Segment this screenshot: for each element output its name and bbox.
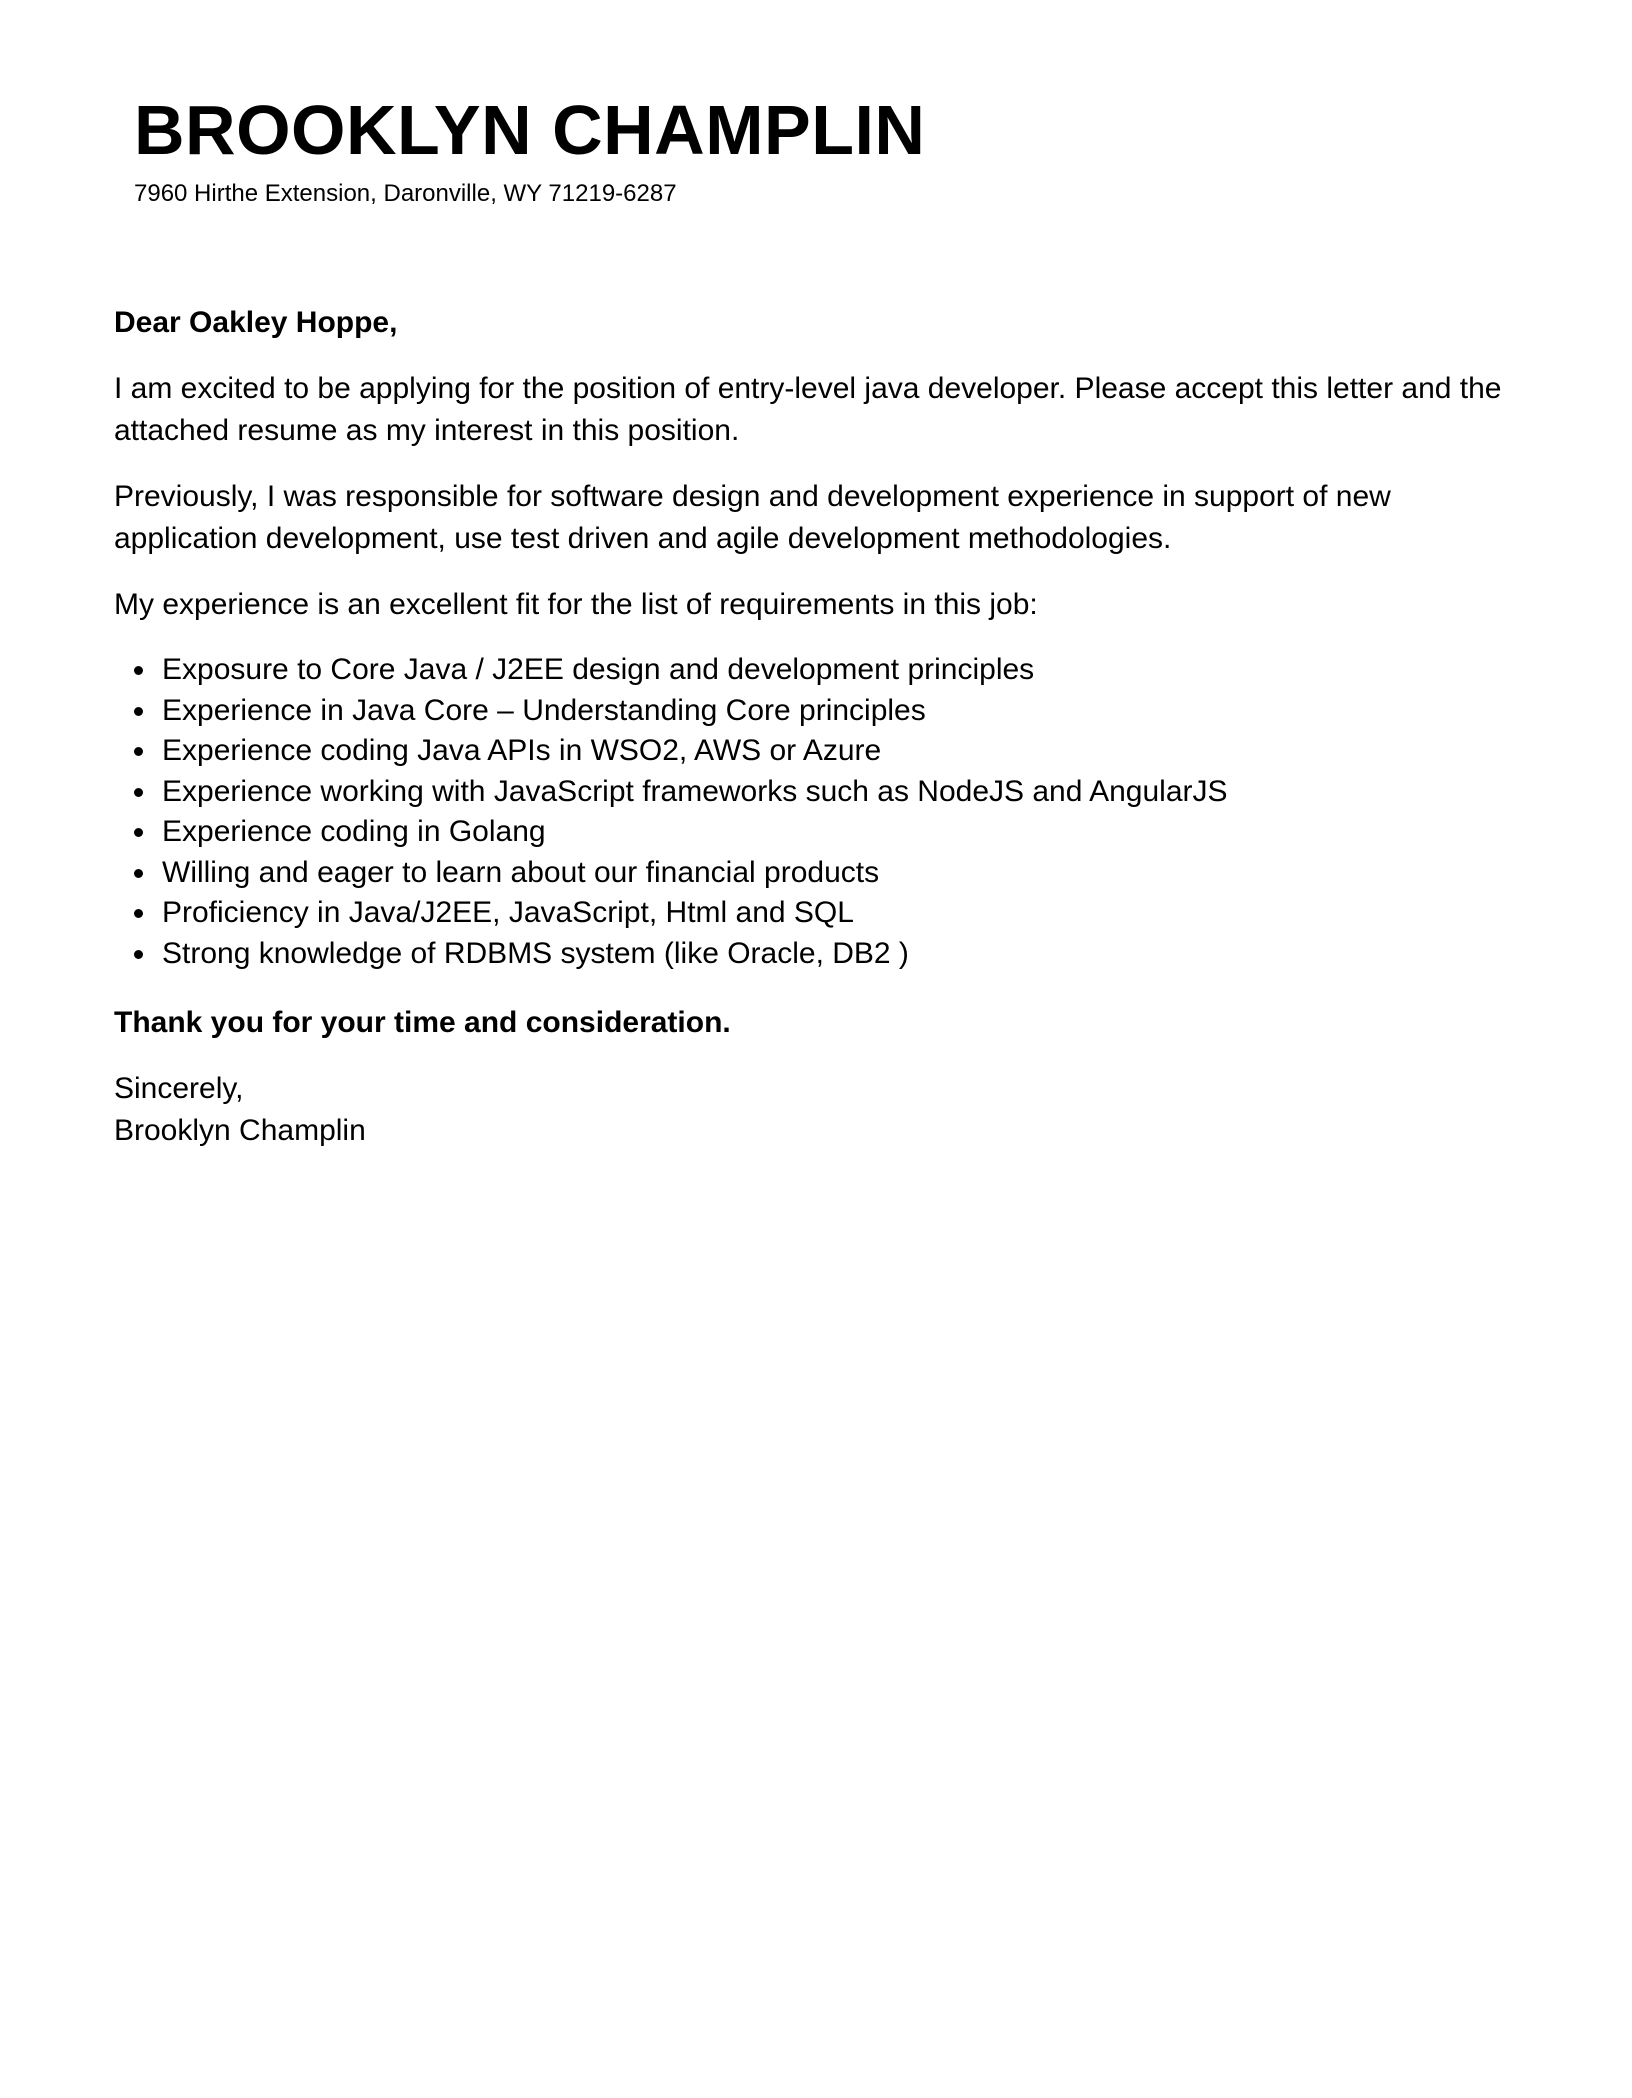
letter-header	[134, 88, 1494, 210]
list-item-text: Experience in Java Core – Understanding Core principles	[162, 693, 926, 727]
list-item	[114, 893, 1514, 934]
bullet-icon	[134, 909, 143, 918]
bullet-icon	[134, 788, 143, 797]
bullet-icon	[134, 869, 143, 878]
signature: Brooklyn Champlin	[114, 1114, 366, 1147]
list-item	[114, 934, 1514, 975]
requirements-list	[114, 650, 1514, 974]
list-item	[114, 772, 1514, 813]
list-item-text: Experience coding in Golang	[162, 815, 546, 848]
sign-off	[114, 1068, 1514, 1152]
letter-body	[114, 302, 1514, 1152]
list-item	[114, 650, 1514, 691]
list-item	[114, 853, 1514, 894]
list-item-text: Willing and eager to learn about our financial products	[162, 855, 880, 889]
list-item	[114, 731, 1514, 772]
bullet-icon	[134, 666, 143, 675]
requirements-intro: My experience is an excellent fit for the list of requirements in this job:	[114, 588, 1038, 621]
experience-paragraph: Previously, I was responsible for software design and development experience in support of new application development, use test driven and agile development methodologies.	[114, 480, 1391, 555]
thanks-line: Thank you for your time and consideration.	[114, 1006, 731, 1039]
list-item	[114, 691, 1514, 732]
sender-name: BROOKLYN CHAMPLIN	[134, 91, 926, 169]
list-item-text: Strong knowledge of RDBMS system (like Oracle, DB2 )	[162, 936, 909, 970]
intro-paragraph: I am excited to be applying for the position of entry-level java developer. Please accept this letter and the attached resume as my interest in this position.	[114, 372, 1502, 447]
list-item-text: Experience coding Java APIs in WSO2, AWS or Azure	[162, 734, 882, 767]
bullet-icon	[134, 747, 143, 756]
list-item-text: Experience working with JavaScript frameworks such as NodeJS and AngularJS	[162, 774, 1228, 808]
bullet-icon	[134, 950, 143, 959]
bullet-icon	[134, 828, 143, 837]
list-item	[114, 812, 1514, 853]
sender-address: 7960 Hirthe Extension, Daronville, WY 71219-6287	[134, 180, 677, 207]
salutation: Dear Oakley Hoppe,	[114, 306, 398, 339]
closing: Sincerely,	[114, 1072, 244, 1105]
bullet-icon	[134, 707, 143, 716]
list-item-text: Exposure to Core Java / J2EE design and development principles	[162, 653, 1035, 686]
list-item-text: Proficiency in Java/J2EE, JavaScript, Html and SQL	[162, 896, 854, 929]
